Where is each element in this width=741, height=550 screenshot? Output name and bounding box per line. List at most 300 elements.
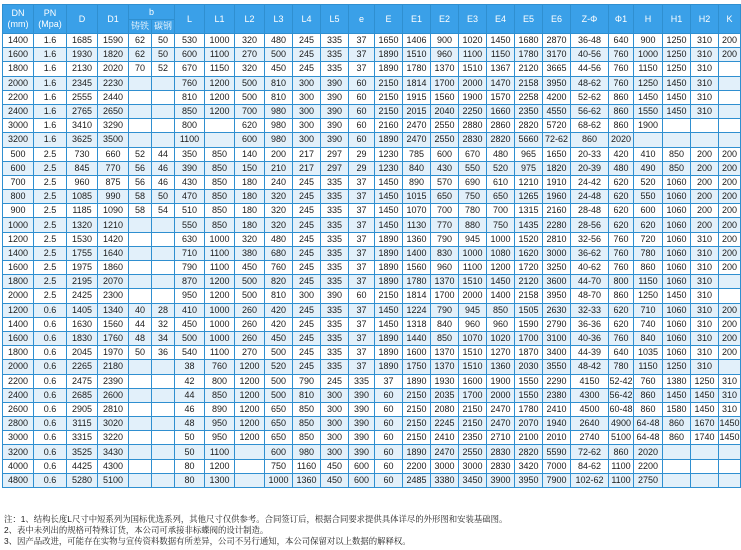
table-cell: 1200 [487, 261, 515, 275]
table-cell: 790 [175, 261, 205, 275]
header-h1: H1 [663, 5, 691, 34]
header-e6: E6 [543, 5, 571, 34]
header-l2: L2 [235, 5, 265, 34]
table-cell: 245 [321, 374, 349, 388]
table-cell: 37 [349, 62, 375, 76]
header-z-phi: Z-Φ [571, 5, 609, 34]
table-cell: 850 [205, 161, 235, 175]
table-cell: 1800 [3, 275, 34, 289]
table-cell: 2475 [67, 374, 98, 388]
table-cell: 1740 [691, 431, 719, 445]
table-cell: 480 [265, 34, 293, 48]
table-cell [152, 431, 175, 445]
table-cell: 40-62 [571, 261, 609, 275]
table-cell: 1560 [431, 90, 459, 104]
table-cell: 750 [265, 459, 293, 473]
table-cell: 1930 [67, 48, 98, 62]
table-cell: 200 [719, 204, 741, 218]
table-cell: 1100 [459, 48, 487, 62]
table-cell: 390 [321, 90, 349, 104]
table-cell: 1060 [663, 175, 691, 189]
table-cell: 1360 [487, 360, 515, 374]
table-cell: 3950 [543, 76, 571, 90]
table-cell: 335 [321, 331, 349, 345]
table-cell: 760 [205, 360, 235, 374]
table-cell: 34 [152, 331, 175, 345]
table-cell: 1020 [459, 34, 487, 48]
table-cell: 750 [487, 218, 515, 232]
header-b-cast-iron: 铸铁 [129, 20, 152, 34]
table-cell: 3000 [3, 431, 34, 445]
table-cell: 5100 [609, 431, 634, 445]
table-cell [152, 388, 175, 402]
table-cell: 2425 [67, 289, 98, 303]
table-cell: 420 [265, 303, 293, 317]
table-cell: 2820 [487, 133, 515, 147]
table-cell: 1420 [98, 232, 129, 246]
table-cell: 2.5 [34, 204, 67, 218]
table-cell: 1100 [459, 261, 487, 275]
table-cell [129, 289, 152, 303]
header-l5: L5 [321, 5, 349, 34]
table-cell: 5660 [515, 133, 543, 147]
table-cell: 52 [129, 147, 152, 161]
table-cell: 48-62 [571, 76, 609, 90]
table-cell: 245 [293, 232, 321, 246]
table-cell: 335 [321, 346, 349, 360]
table-cell: 760 [609, 261, 634, 275]
header-b-carbon-steel: 碳钢 [152, 20, 175, 34]
table-cell: 2100 [515, 431, 543, 445]
table-cell: 3550 [543, 360, 571, 374]
table-cell: 260 [235, 331, 265, 345]
table-cell: 60 [375, 431, 403, 445]
table-cell: 37 [349, 331, 375, 345]
table-cell: 3900 [487, 473, 515, 487]
table-cell: 2345 [67, 76, 98, 90]
table-cell: 1230 [375, 161, 403, 175]
table-cell: 38 [175, 360, 205, 374]
table-cell: 420 [609, 147, 634, 161]
table-cell: 710 [175, 246, 205, 260]
table-cell: 2.5 [34, 232, 67, 246]
table-cell: 1900 [634, 119, 663, 133]
header-b: b [129, 5, 175, 20]
table-cell: 200 [719, 246, 741, 260]
table-cell: 740 [634, 317, 663, 331]
table-cell: 32-56 [571, 232, 609, 246]
table-cell: 2710 [487, 431, 515, 445]
table-cell: 1000 [634, 48, 663, 62]
table-cell: 600 [349, 473, 375, 487]
table-cell: 850 [205, 388, 235, 402]
table-row [3, 133, 741, 147]
table-cell: 310 [691, 275, 719, 289]
table-cell: 48-42 [571, 360, 609, 374]
table-cell: 1890 [375, 232, 403, 246]
table-cell: 37 [349, 190, 375, 204]
table-cell: 860 [609, 104, 634, 118]
table-cell: 785 [403, 147, 431, 161]
table-cell: 540 [175, 346, 205, 360]
table-cell: 180 [235, 204, 265, 218]
table-cell: 1670 [691, 417, 719, 431]
table-cell: 1505 [515, 303, 543, 317]
table-cell: 62 [129, 48, 152, 62]
table-cell: 1590 [515, 317, 543, 331]
table-cell: 4150 [571, 374, 609, 388]
table-cell: 1200 [205, 289, 235, 303]
table-cell: 800 [3, 190, 34, 204]
table-cell: 50 [175, 431, 205, 445]
header-l4: L4 [293, 5, 321, 34]
table-cell: 1060 [663, 261, 691, 275]
table-cell: 200 [691, 147, 719, 161]
table-cell: 4200 [543, 90, 571, 104]
table-cell: 2600 [3, 402, 34, 416]
table-cell [634, 133, 663, 147]
table-cell: 980 [265, 104, 293, 118]
header-e-small: e [349, 5, 375, 34]
table-cell: 1318 [403, 317, 431, 331]
table-cell: 700 [3, 175, 34, 189]
table-cell: 2150 [375, 104, 403, 118]
table-cell [152, 104, 175, 118]
table-cell: 200 [719, 317, 741, 331]
table-cell: 335 [321, 317, 349, 331]
table-cell: 2470 [431, 445, 459, 459]
table-cell: 2550 [459, 445, 487, 459]
table-cell: 2258 [515, 90, 543, 104]
table-cell: 2400 [3, 104, 34, 118]
table-cell: 200 [719, 218, 741, 232]
table-cell: 550 [634, 190, 663, 204]
table-cell: 500 [235, 90, 265, 104]
table-cell: 2685 [67, 388, 98, 402]
table-cell: 1250 [663, 34, 691, 48]
table-row [3, 246, 741, 260]
table-cell: 1450 [719, 431, 741, 445]
table-cell: 335 [321, 275, 349, 289]
table-cell: 3000 [459, 459, 487, 473]
table-cell: 1100 [205, 346, 235, 360]
table-cell: 860 [571, 133, 609, 147]
table-cell: 3000 [3, 119, 34, 133]
table-cell: 1060 [663, 346, 691, 360]
table-cell: 1890 [375, 331, 403, 345]
header-h2: H2 [691, 5, 719, 34]
table-cell: 310 [691, 48, 719, 62]
table-cell: 1450 [663, 90, 691, 104]
table-cell: 37 [375, 374, 403, 388]
table-cell: 335 [321, 246, 349, 260]
table-cell: 4300 [98, 459, 129, 473]
table-cell [152, 90, 175, 104]
table-cell: 2640 [571, 417, 609, 431]
table-cell: 1070 [403, 204, 431, 218]
table-cell: 335 [321, 218, 349, 232]
table-cell: 1.6 [34, 34, 67, 48]
table-row [3, 104, 741, 118]
table-cell: 620 [609, 317, 634, 331]
table-cell: 310 [691, 104, 719, 118]
table-cell: 2130 [67, 62, 98, 76]
table-cell: 1000 [265, 473, 293, 487]
table-cell: 390 [349, 388, 375, 402]
table-cell: 0.6 [34, 360, 67, 374]
table-cell: 20-39 [571, 161, 609, 175]
table-cell: 450 [321, 459, 349, 473]
table-cell: 60 [349, 90, 375, 104]
table-cell: 620 [609, 190, 634, 204]
table-cell [129, 374, 152, 388]
table-cell: 60 [375, 402, 403, 416]
table-cell: 245 [293, 62, 321, 76]
header-e2: E2 [431, 5, 459, 34]
table-cell: 3020 [98, 417, 129, 431]
table-cell: 960 [67, 175, 98, 189]
table-cell [719, 90, 741, 104]
table-cell: 2150 [375, 90, 403, 104]
table-cell: 420 [265, 317, 293, 331]
table-cell: 1970 [98, 346, 129, 360]
table-row [3, 459, 741, 473]
table-cell: 300 [293, 289, 321, 303]
table-cell: 1230 [375, 147, 403, 161]
table-row [3, 218, 741, 232]
table-cell: 710 [634, 303, 663, 317]
table-cell [129, 431, 152, 445]
table-cell: 1650 [543, 147, 571, 161]
table-cell: 1450 [663, 76, 691, 90]
table-cell: 1200 [235, 388, 265, 402]
table-cell: 900 [3, 204, 34, 218]
table-cell: 890 [403, 175, 431, 189]
table-cell: 310 [691, 90, 719, 104]
table-cell: 2.5 [34, 275, 67, 289]
table-cell: 310 [691, 261, 719, 275]
table-cell: 2390 [98, 374, 129, 388]
spec-table [2, 4, 741, 488]
table-cell: 4800 [3, 473, 34, 487]
table-cell: 3000 [543, 246, 571, 260]
table-cell: 830 [431, 246, 459, 260]
table-cell: 640 [609, 34, 634, 48]
table-cell: 620 [634, 218, 663, 232]
table-cell: 550 [175, 218, 205, 232]
table-cell: 3950 [543, 289, 571, 303]
table-cell: 200 [719, 161, 741, 175]
table-cell: 1450 [691, 402, 719, 416]
table-cell: 200 [691, 190, 719, 204]
table-cell: 1406 [403, 34, 431, 48]
table-cell: 700 [235, 104, 265, 118]
table-cell: 390 [321, 76, 349, 90]
table-cell: 1720 [515, 261, 543, 275]
table-cell: 800 [205, 374, 235, 388]
table-cell: 510 [175, 204, 205, 218]
table-cell: 780 [634, 246, 663, 260]
table-cell: 850 [293, 417, 321, 431]
table-cell: 1200 [3, 303, 34, 317]
table-cell [129, 402, 152, 416]
table-cell [152, 76, 175, 90]
table-cell: 1150 [634, 360, 663, 374]
table-cell: 600 [349, 459, 375, 473]
table-row [3, 34, 741, 48]
table-cell: 335 [349, 374, 375, 388]
header-e1: E1 [403, 5, 431, 34]
table-cell: 1160 [293, 459, 321, 473]
table-cell: 1370 [431, 62, 459, 76]
table-row [3, 204, 741, 218]
table-cell: 64-48 [634, 417, 663, 431]
table-cell: 1814 [403, 289, 431, 303]
table-cell: 2030 [515, 360, 543, 374]
table-cell [235, 445, 265, 459]
table-cell: 380 [235, 246, 265, 260]
table-cell: 450 [321, 473, 349, 487]
table-cell: 37 [349, 48, 375, 62]
table-cell: 840 [431, 317, 459, 331]
table-cell [691, 133, 719, 147]
table-row [3, 76, 741, 90]
table-cell: 790 [293, 374, 321, 388]
table-cell: 245 [293, 190, 321, 204]
table-cell: 200 [691, 204, 719, 218]
table-cell: 48 [175, 417, 205, 431]
table-cell: 245 [293, 204, 321, 218]
table-cell: 410 [175, 303, 205, 317]
table-cell [691, 473, 719, 487]
table-cell [129, 445, 152, 459]
table-cell: 620 [609, 204, 634, 218]
table-cell: 58 [129, 190, 152, 204]
table-cell: 690 [459, 175, 487, 189]
table-cell: 670 [175, 62, 205, 76]
table-cell: 0.6 [34, 445, 67, 459]
table-cell: 1150 [487, 48, 515, 62]
table-cell: 1200 [235, 374, 265, 388]
table-cell: 390 [349, 445, 375, 459]
table-cell: 310 [691, 331, 719, 345]
table-cell [719, 275, 741, 289]
table-cell: 1814 [403, 76, 431, 90]
table-cell: 200 [691, 218, 719, 232]
table-cell [129, 473, 152, 487]
table-cell: 5280 [67, 473, 98, 487]
table-cell: 0.6 [34, 459, 67, 473]
table-cell: 50 [152, 34, 175, 48]
table-cell: 32-33 [571, 303, 609, 317]
table-header [3, 5, 741, 34]
table-cell: 320 [265, 204, 293, 218]
table-cell: 1890 [375, 261, 403, 275]
table-cell: 1200 [205, 275, 235, 289]
table-cell: 1890 [375, 48, 403, 62]
table-cell: 1100 [175, 133, 205, 147]
table-row [3, 161, 741, 175]
table-cell: 480 [609, 161, 634, 175]
table-cell: 3000 [431, 459, 459, 473]
table-cell [152, 218, 175, 232]
table-cell: 1915 [403, 90, 431, 104]
table-cell: 1250 [663, 48, 691, 62]
table-cell: 1150 [205, 62, 235, 76]
header-l3: L3 [265, 5, 293, 34]
table-cell: 310 [719, 388, 741, 402]
table-cell: 2790 [543, 317, 571, 331]
table-cell: 2.5 [34, 161, 67, 175]
table-cell: 600 [3, 161, 34, 175]
table-cell: 5590 [543, 445, 571, 459]
table-cell [129, 388, 152, 402]
table-cell: 1060 [663, 232, 691, 246]
table-cell: 3950 [515, 473, 543, 487]
table-cell: 1270 [487, 346, 515, 360]
table-cell: 1550 [515, 374, 543, 388]
table-cell: 245 [293, 360, 321, 374]
table-cell: 1200 [205, 76, 235, 90]
table-cell [152, 289, 175, 303]
header-e5: E5 [515, 5, 543, 34]
table-cell: 1100 [205, 445, 235, 459]
table-cell: 300 [293, 90, 321, 104]
table-cell: 1360 [293, 473, 321, 487]
table-cell: 56-42 [609, 388, 634, 402]
table-cell: 1755 [67, 246, 98, 260]
table-cell: 200 [719, 48, 741, 62]
table-cell: 1860 [98, 261, 129, 275]
table-cell: 297 [321, 147, 349, 161]
table-cell: 2120 [515, 62, 543, 76]
table-cell: 140 [235, 147, 265, 161]
table-cell: 2000 [3, 289, 34, 303]
table-cell: 44-70 [571, 275, 609, 289]
table-cell: 46 [175, 402, 205, 416]
table-cell: 1100 [205, 261, 235, 275]
table-cell: 810 [293, 388, 321, 402]
table-cell: 850 [487, 303, 515, 317]
table-cell: 1405 [67, 303, 98, 317]
table-cell: 1060 [663, 275, 691, 289]
table-cell: 500 [265, 388, 293, 402]
table-cell: 180 [235, 175, 265, 189]
table-cell: 1340 [98, 303, 129, 317]
table-cell: 770 [98, 161, 129, 175]
header-dn: DN (mm) [3, 5, 34, 34]
table-cell: 3400 [543, 346, 571, 360]
table-cell [129, 232, 152, 246]
table-cell: 44 [129, 317, 152, 331]
table-cell: 245 [293, 246, 321, 260]
table-cell: 37 [349, 346, 375, 360]
table-cell: 2010 [543, 431, 571, 445]
table-cell: 2035 [431, 388, 459, 402]
table-cell: 37 [349, 218, 375, 232]
table-cell: 1320 [67, 218, 98, 232]
table-cell: 1510 [459, 275, 487, 289]
table-cell: 430 [431, 161, 459, 175]
table-cell: 2.5 [34, 289, 67, 303]
table-cell: 310 [719, 402, 741, 416]
table-cell: 1070 [459, 331, 487, 345]
table-cell: 1900 [459, 90, 487, 104]
table-cell: 1600 [3, 331, 34, 345]
table-cell: 310 [691, 246, 719, 260]
table-cell: 102-62 [571, 473, 609, 487]
table-cell: 1510 [459, 62, 487, 76]
